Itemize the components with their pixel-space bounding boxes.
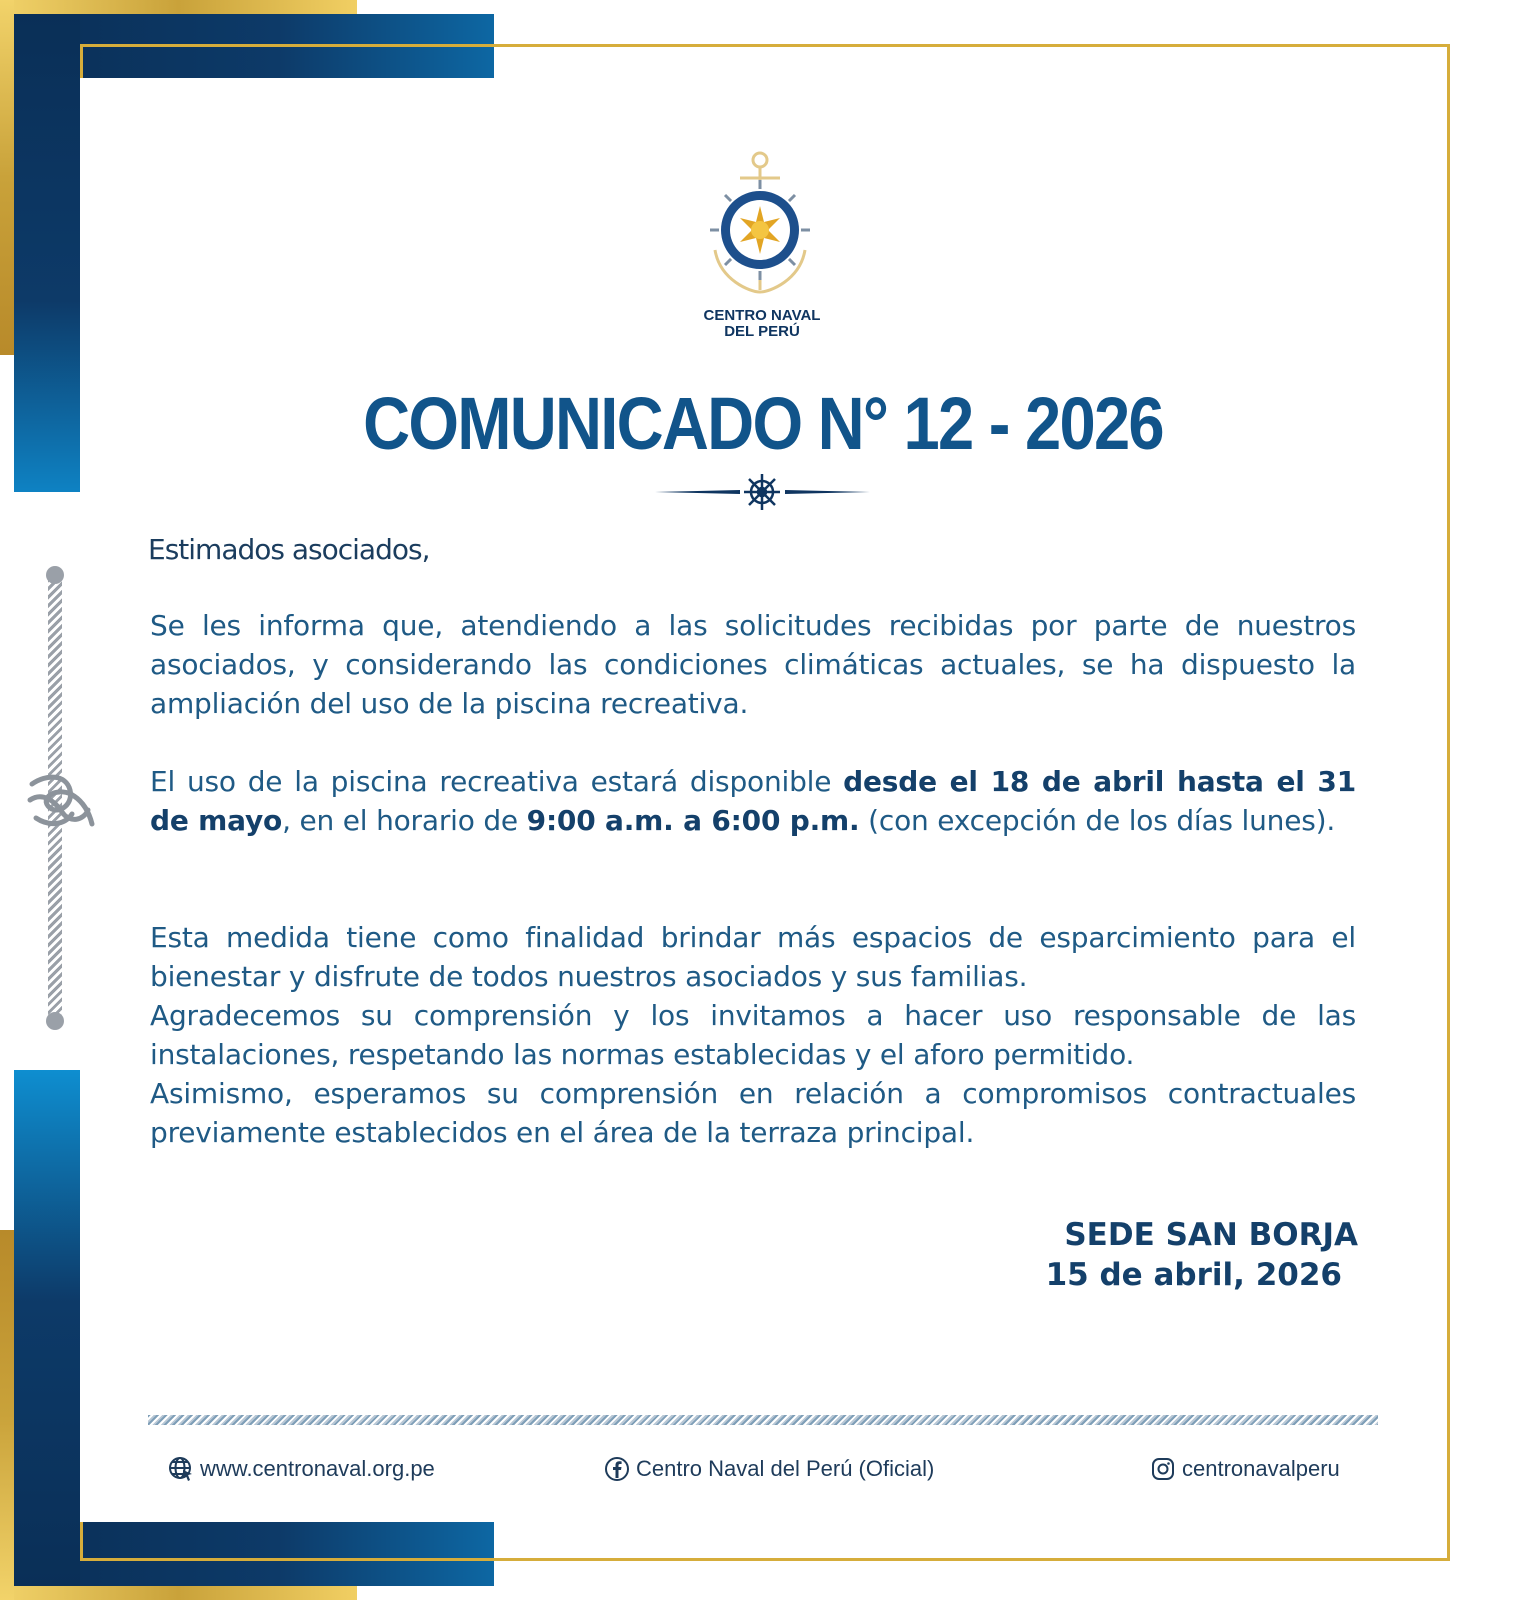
instagram-icon	[1150, 1456, 1176, 1482]
footer-instagram[interactable]	[1150, 1455, 1340, 1483]
website-link[interactable]: www.centronaval.org.pe	[200, 1456, 435, 1481]
paragraph-3-line-1: Esta medida tiene como finalidad brindar más espacios de esparcimiento para el bienestar y disfrute de todos nuestros asociados y sus familias.	[150, 921, 1356, 993]
corner-gold-bottom	[0, 1586, 357, 1600]
footer-website[interactable]	[168, 1455, 435, 1483]
corner-gold-top	[0, 0, 357, 14]
rope-cap-bottom	[46, 1012, 64, 1030]
ship-wheel-icon	[655, 474, 870, 510]
org-name-line1: CENTRO NAVAL	[703, 307, 821, 324]
footer-rope-divider	[148, 1415, 1378, 1425]
org-name-line2: DEL PERÚ	[724, 323, 800, 340]
paragraph-2-text-3: (con excepción de los días lunes).	[859, 804, 1336, 837]
paragraph-2-text-2: , en el horario de	[282, 804, 527, 837]
globe-icon	[168, 1456, 194, 1482]
corner-gold-left-bottom	[0, 1230, 14, 1600]
corner-gold-left-top	[0, 0, 14, 355]
paragraph-2	[150, 762, 1356, 840]
page-title: COMUNICADO N° 12 - 2026	[363, 382, 1163, 465]
instagram-link[interactable]: centronavalperu	[1182, 1456, 1340, 1481]
signature-block	[1046, 1215, 1358, 1295]
paragraph-2-text-1: El uso de la piscina recreativa estará disponible	[150, 765, 844, 798]
facebook-link[interactable]: Centro Naval del Perú (Oficial)	[636, 1456, 935, 1481]
paragraph-3-line-2: Agradecemos su comprensión y los invitamos a hacer uso responsable de las instalaciones, respetando las normas establecidas y el aforo permitido.	[150, 999, 1356, 1071]
signature-date: 15 de abril, 2026	[1045, 1257, 1342, 1293]
organization-name	[640, 308, 884, 340]
rope-cap-top	[46, 566, 64, 584]
facebook-icon	[604, 1456, 630, 1482]
date-range: desde el 18 de abril hasta el 31 de mayo	[150, 765, 1356, 837]
schedule-hours: 9:00 a.m. a 6:00 p.m.	[526, 804, 860, 837]
paragraph-3-line-3: Asimismo, esperamos su comprensión en relación a compromisos contractuales previamente establecidos en el área de la terraza principal.	[150, 1077, 1356, 1149]
signature-place: SEDE SAN BORJA	[1064, 1217, 1358, 1253]
paragraph-1: Se les informa que, atendiendo a las solicitudes recibidas por parte de nuestros asociados, y considerando las condiciones climáticas actuales, se ha dispuesto la ampliación del uso de la piscina recreativa.	[150, 609, 1356, 720]
corner-navy-left-bottom	[14, 1070, 80, 1586]
paragraph-3	[150, 918, 1356, 1152]
centro-naval-seal-icon	[700, 150, 820, 300]
rope-knot-icon	[26, 770, 96, 830]
greeting: Estimados asociados,	[148, 533, 430, 566]
corner-navy-left-top	[14, 14, 80, 492]
footer-facebook[interactable]	[604, 1455, 934, 1483]
